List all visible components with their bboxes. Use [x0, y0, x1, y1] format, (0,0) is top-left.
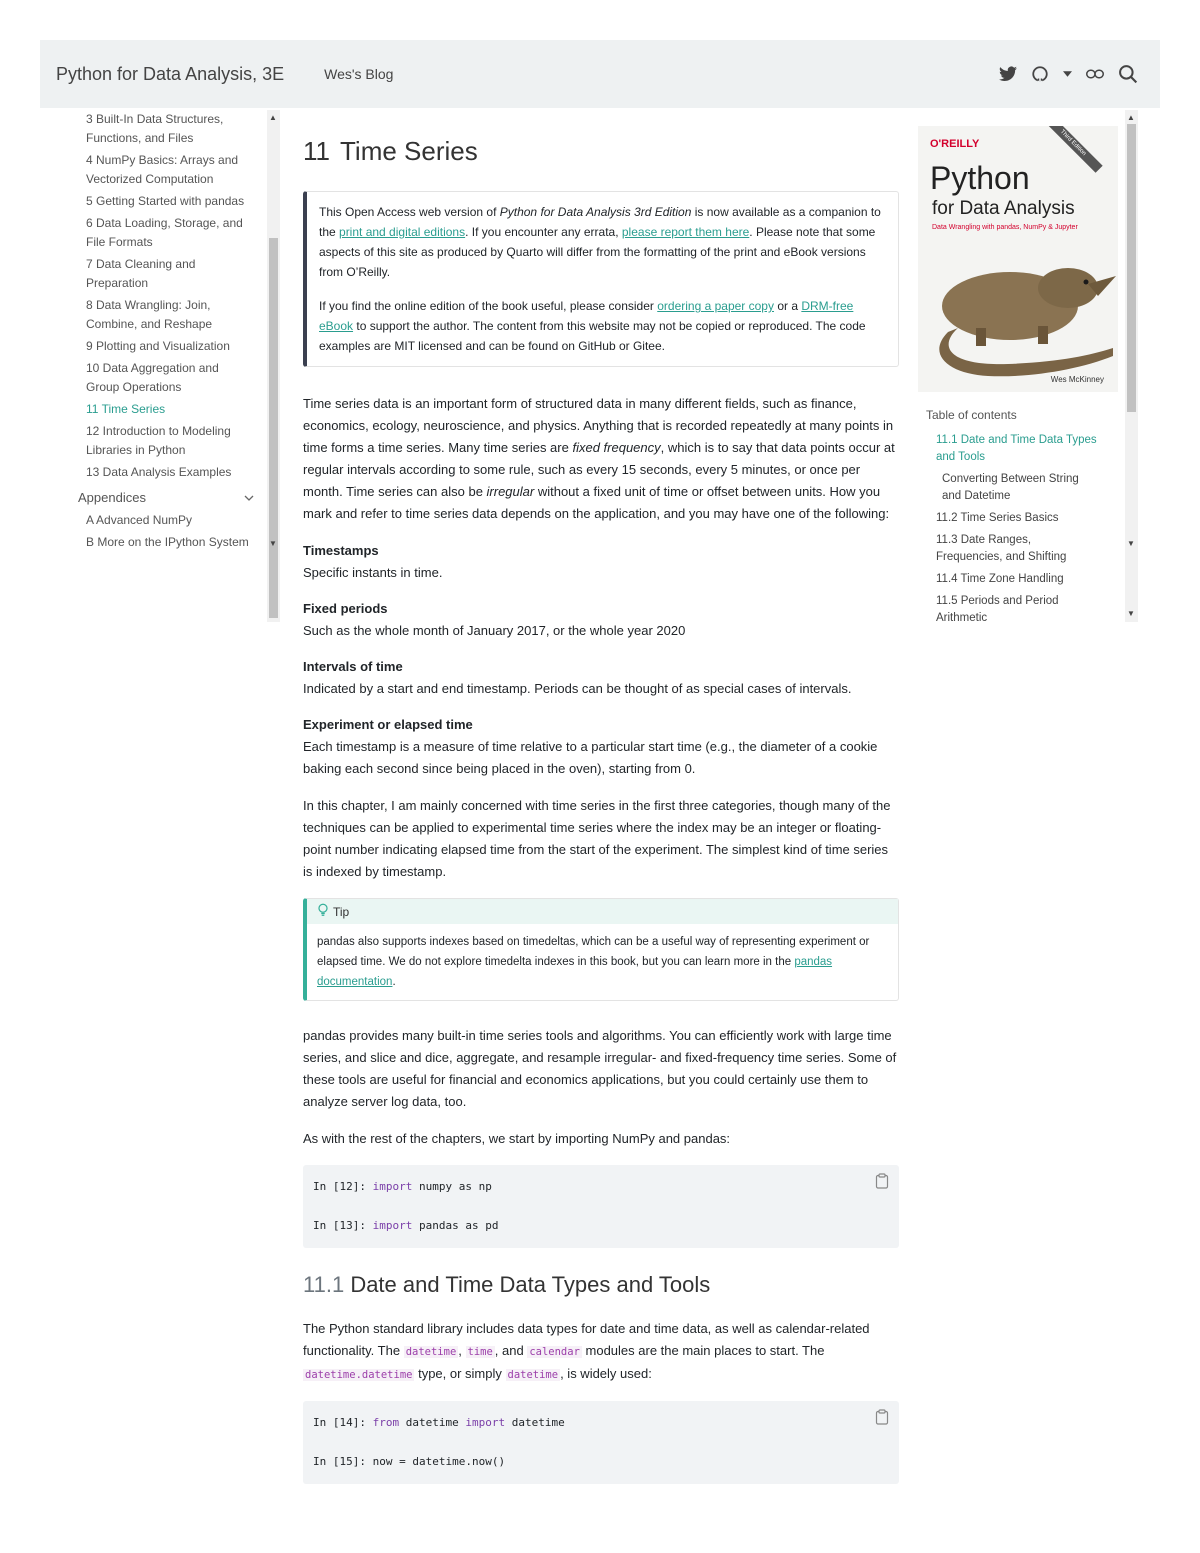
- code-line: In [12]: import numpy as np: [313, 1180, 492, 1193]
- main-content: [303, 136, 899, 1508]
- blog-link[interactable]: Wes's Blog: [324, 66, 394, 82]
- toc-item[interactable]: Converting Between String and Datetime: [942, 473, 1079, 502]
- sidebar-appendix-item[interactable]: B More on the IPython System: [86, 535, 249, 549]
- animal-illustration: [918, 236, 1118, 386]
- section-title: 11.1 Date and Time Data Types and Tools: [303, 1272, 711, 1297]
- chevron-down-icon[interactable]: [1063, 71, 1072, 77]
- sidebar-scroll-thumb-lower[interactable]: [269, 552, 278, 618]
- sidebar-chapter-item[interactable]: 3 Built-In Data Structures, Functions, and Files: [86, 112, 224, 145]
- tip-label: Tip: [333, 904, 350, 919]
- top-navbar: [40, 40, 1160, 108]
- definition-term: Fixed periods: [303, 601, 388, 616]
- right-sidebar-scrollbar[interactable]: [1125, 110, 1138, 622]
- scroll-up-icon[interactable]: ▲: [1127, 113, 1135, 122]
- sidebar-chapter-item[interactable]: 6 Data Loading, Storage, and File Formats: [86, 216, 243, 249]
- ebook-link[interactable]: DRM-free eBook: [319, 299, 854, 333]
- definition-description: Specific instants in time.: [303, 565, 443, 580]
- toc-item[interactable]: 11.3 Date Ranges, Frequencies, and Shifting: [936, 534, 1067, 563]
- sidebar-chapter-item[interactable]: 12 Introduction to Modeling Libraries in Python: [86, 424, 231, 457]
- chevron-down-icon[interactable]: [244, 488, 254, 507]
- search-icon[interactable]: [1118, 64, 1138, 84]
- definition-description: Each timestamp is a measure of time relative to a particular start time (e.g., the diameter of a cookie baking each second since being placed in the oven), starting from 0.: [303, 739, 878, 776]
- toc-title: Table of contents: [926, 408, 1017, 422]
- sidebar-scrollbar[interactable]: [267, 110, 280, 622]
- publisher-logo: O'REILLY: [930, 138, 980, 150]
- tip-callout: [303, 898, 899, 1001]
- sidebar-appendix-item[interactable]: A Advanced NumPy: [86, 513, 193, 527]
- chapter-title: 11 Time Series: [303, 136, 478, 166]
- tip-body: pandas also supports indexes based on timedeltas, which can be a useful way of representing experiment or elapsed time. We do not explore timedelta indexes in this book, but you can learn more in the pandas documentation.: [317, 936, 870, 988]
- cover-author: Wes McKinney: [1050, 375, 1104, 384]
- sidebar-chapter-item[interactable]: 4 NumPy Basics: Arrays and Vectorized Computation: [86, 153, 239, 186]
- sidebar-chapter-item[interactable]: 8 Data Wrangling: Join, Combine, and Reshape: [86, 298, 213, 331]
- callout-paragraph-2: If you find the online edition of the book useful, please consider ordering a paper copy or a DRM-free eBook to support the author. The content from this website may not be copied or reproduced. The code examples are MIT licensed and can be found on GitHub or Gitee.: [319, 299, 866, 353]
- lightbulb-icon: [317, 903, 329, 920]
- errata-link[interactable]: please report them here: [621, 225, 750, 239]
- site-brand[interactable]: Python for Data Analysis, 3E: [56, 63, 285, 84]
- intro-paragraph: Time series data is an important form of structured data in many different fields, such as finance, economics, ecology, neuroscience, and physics. Anything that is recorded repeatedly at many points in time forms a time series. Many time series are fixed frequency, which is to say that data points occur at regular intervals according to some rule, such as every 15 seconds, every 5 minutes, or once per month. Time series can also be irregular without a fixed unit of time or offset between units. How you mark and refer to time series data depends on the application, and you may have one of the following:: [303, 396, 895, 521]
- code-line: In [13]: import pandas as pd: [313, 1219, 499, 1232]
- imports-paragraph: As with the rest of the chapters, we start by importing NumPy and pandas:: [303, 1131, 731, 1146]
- open-access-callout: [303, 191, 899, 367]
- definition-description: Such as the whole month of January 2017, or the whole year 2020: [303, 623, 686, 638]
- toc-item[interactable]: 11.4 Time Zone Handling: [936, 573, 1064, 585]
- copy-icon[interactable]: [875, 1409, 889, 1432]
- code-line: In [14]: from datetime import datetime: [313, 1416, 565, 1429]
- copy-icon[interactable]: [875, 1173, 889, 1196]
- appendices-toggle[interactable]: [76, 488, 254, 507]
- sidebar-chapter-item[interactable]: 10 Data Aggregation and Group Operations: [86, 361, 219, 394]
- navbar-icons: [999, 64, 1138, 84]
- chapter-scope-paragraph: In this chapter, I am mainly concerned with time series in the first three categories, though many of the techniques can be applied to experimental time series where the index may be an integer or floating-point number indicating elapsed time from the start of the experiment. The simplest kind of time series is indexed by timestamp.: [303, 798, 891, 879]
- right-sidebar: [918, 126, 1124, 621]
- definition-term: Intervals of time: [303, 659, 403, 674]
- scroll-up-icon[interactable]: ▲: [269, 113, 277, 122]
- pandas-tools-paragraph: pandas provides many built-in time series tools and algorithms. You can efficiently work with large time series, and slice and dice, aggregate, and resample irregular- and fixed-frequency time series. Some of these tools are useful for financial and economics applications, but you could certainly use them to analyze server log data, too.: [303, 1028, 897, 1109]
- sidebar-chapter-item[interactable]: 9 Plotting and Visualization: [86, 339, 230, 353]
- toc-item[interactable]: 11.1 Date and Time Data Types and Tools: [936, 434, 1097, 463]
- sidebar-chapter-item[interactable]: 13 Data Analysis Examples: [86, 465, 232, 479]
- appendices-label: Appendices: [78, 490, 146, 505]
- edition-ribbon: Third Edition: [1044, 126, 1103, 173]
- toc-item[interactable]: 11.5 Periods and Period Arithmetic: [936, 595, 1059, 621]
- scroll-down-icon[interactable]: ▼: [1127, 609, 1135, 618]
- definition-term: Timestamps: [303, 543, 379, 558]
- sidebar-chapter-item[interactable]: 5 Getting Started with pandas: [86, 194, 245, 208]
- cover-tagline: Data Wrangling with pandas, NumPy & Jupyter: [932, 224, 1078, 231]
- datetime-paragraph: The Python standard library includes data types for date and time data, as well as calendar-related functionality. The datetime , time , and calendar modules are the main places to start. The datetime.datetime type, or simply datetime , is widely used:: [303, 1321, 870, 1381]
- chapter-sidebar: [76, 110, 280, 622]
- book-cover[interactable]: [918, 126, 1118, 392]
- cover-title-line1: Python: [930, 160, 1030, 196]
- callout-paragraph-1: This Open Access web version of Python for Data Analysis 3rd Edition is now available as a companion to the print and digital editions. If you encounter any errata, please report them here. Please note that some aspects of this site as produced by Quarto will differ from the formatting of the print and eBook versions from O’Reilly.: [319, 205, 881, 279]
- definition-description: Indicated by a start and end timestamp. Periods can be thought of as special cases of intervals.: [303, 681, 852, 696]
- code-block-imports: [303, 1165, 899, 1248]
- right-scroll-thumb[interactable]: [1127, 124, 1136, 412]
- tip-header: [307, 899, 898, 924]
- sidebar-chapter-item[interactable]: 11 Time Series: [86, 402, 166, 416]
- twitter-icon[interactable]: [999, 66, 1017, 82]
- scroll-down-icon[interactable]: ▼: [1127, 539, 1135, 548]
- cover-title-line2: for Data Analysis: [932, 198, 1075, 219]
- definition-term: Experiment or elapsed time: [303, 717, 473, 732]
- sidebar-chapter-item[interactable]: 7 Data Cleaning and Preparation: [86, 257, 196, 290]
- print-editions-link[interactable]: print and digital editions: [339, 225, 466, 239]
- time-series-definitions: [303, 540, 899, 780]
- code-block-datetime: [303, 1401, 899, 1484]
- code-line: In [15]: now = datetime.now(): [313, 1455, 506, 1468]
- pandas-docs-link[interactable]: pandas documentation: [317, 956, 833, 988]
- link-icon[interactable]: [1086, 68, 1104, 80]
- table-of-contents: [918, 432, 1124, 621]
- paper-copy-link[interactable]: ordering a paper copy: [657, 299, 774, 313]
- toc-item[interactable]: 11.2 Time Series Basics: [936, 512, 1059, 524]
- github-icon[interactable]: [1031, 65, 1049, 83]
- scroll-down-icon[interactable]: ▼: [269, 539, 277, 548]
